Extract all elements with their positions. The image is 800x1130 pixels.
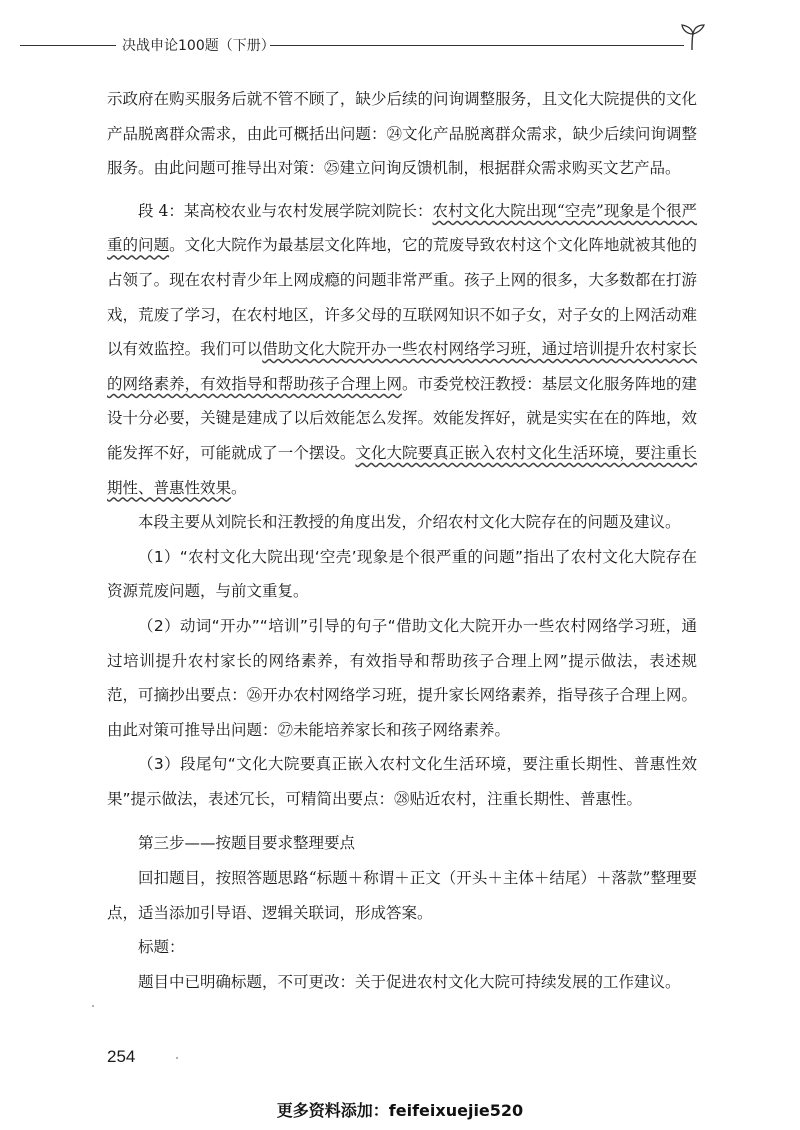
header-rule-left — [20, 45, 116, 46]
paragraph-continued: 示政府在购买服务后就不管不顾了，缺少后续的问询调整服务，且文化大院提供的文化产品脱离群众需求，由此可概括出问题：㉔文化产品脱离群众需求，缺少后续问询调整服务。由此问题可推导出对策：㉕建立问询反馈机制，根据群众需求购买文艺产品。 — [107, 90, 697, 178]
section-4-intro: 段 4：某高校农业与农村发展学院刘院长： — [138, 201, 433, 220]
scan-speck — [176, 1057, 178, 1059]
underline-network-class: 借助文化大院开办一些农村网络学习班，通过培训提升农村家长的网络素养，有效指导和帮助孩子合理上网 — [107, 340, 697, 393]
underline-empty-shell: 农村文化大院出现“空壳”现象是个很严重的问题 — [107, 201, 697, 255]
step-3-body: 回扣题目，按照答题思路“标题＋称谓＋正文（开头＋主体＋结尾）＋落款”整理要点，适当添加引导语、逻辑关联词，形成答案。 — [107, 869, 697, 922]
scan-speck — [92, 1005, 94, 1007]
sprout-icon — [678, 22, 708, 52]
paragraph-summary: 本段主要从刘院长和汪教授的角度出发，介绍农村文化大院存在的问题及建议。 — [138, 513, 681, 532]
paragraph-section-4 — [107, 194, 697, 505]
section-4-body-2: 。市委党校汪教授：基层文化服务阵地的建设十分必要，关键是建成了以后效能怎么发挥。效能发挥好，就是实实在在的阵地，效能发挥不好，可能就成了一个摆设。 — [107, 374, 697, 462]
paragraph-point-2: （2）动词“开办”“培训”引导的句子“借助文化大院开办一些农村网络学习班，通过培训提升农村家长的网络素养，有效指导和帮助孩子合理上网”提示做法，表述规范，可摘抄出要点：㉖开办农村网络学习班，提升家长网络素养，指导孩子合理上网。由此对策可推导出问题：㉗未能培养家长和孩子网络素养。 — [107, 616, 697, 739]
title-label: 标题： — [138, 938, 185, 957]
page-number: 254 — [107, 1047, 136, 1066]
paragraph-point-1: （1）“农村文化大院出现‘空壳’现象是个很严重的问题”指出了农村文化大院存在资源荒废问题，与前文重复。 — [107, 547, 697, 601]
section-4-end: 。 — [231, 478, 247, 497]
running-header-title: 决战申论100题（下册） — [118, 35, 279, 55]
footer-contact-note: 更多资料添加：feifeixuejie520 — [276, 1101, 524, 1120]
paragraph-point-3: （3）段尾句“文化大院要真正嵌入农村文化生活环境，要注重长期性、普惠性效果”提示做法，表述冗长，可精简出要点：㉘贴近农村，注重长期性、普惠性。 — [107, 755, 697, 808]
section-4-body-1: 。文化大院作为最基层文化阵地，它的荒废导致农村这个文化阵地就被其他的占领了。现在农村青少年上网成瘾的问题非常严重。孩子上网的很多，大多数都在打游戏，荒废了学习，在农村地区，许多父母的互联网知识不如子女，对子女的上网活动难以有效监控。我们可以 — [107, 236, 697, 359]
title-text: 题目中已明确标题，不可更改：关于促进农村文化大院可持续发展的工作建议。 — [138, 972, 681, 991]
page-body — [107, 82, 697, 999]
underline-embed-rural: 文化大院要真正嵌入农村文化生活环境，要注重长期性、普惠性效果 — [107, 443, 697, 497]
step-3-heading: 第三步——按题目要求整理要点 — [138, 834, 356, 853]
header-rule-right — [270, 45, 684, 46]
